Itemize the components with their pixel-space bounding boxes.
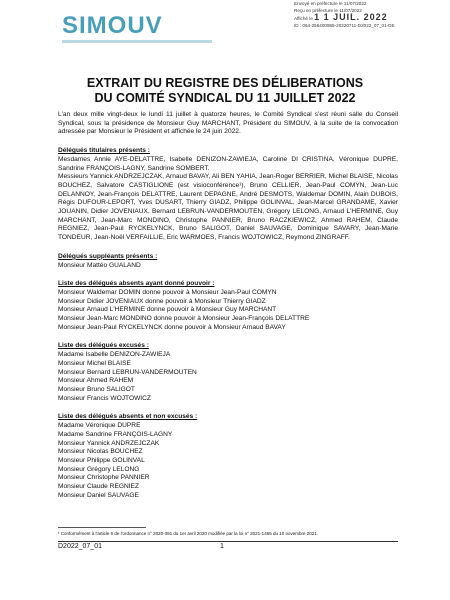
pouvoir-line: Monsieur Didier JOVENIAUX donne pouvoir à Monsieur Thierry GIADZ: [58, 297, 266, 305]
titulaires-heading: Délégués titulaires présents :: [58, 147, 150, 155]
excuse-line: Monsieur Bruno SALIGOT: [58, 385, 135, 393]
stamp-id: ID : 064-256400955-20220711-D2022_07_01-DE: [294, 23, 395, 28]
excuse-line: Madame Isabelle DENIZON-ZAWIEJA: [58, 351, 171, 359]
non-excuse-line: Madame Véronique DUPRE: [58, 422, 141, 430]
footnote: ¹ Conformément à l'article 6 de l'ordonnance n° 2020-391 du 1er avril 2020 modifiée par la loi n° 2021-1465 du 10 novembre 2021.: [58, 531, 318, 536]
stamp-received: Reçu en préfecture le 11/07/2022: [294, 8, 362, 13]
pouvoir-line: Monsieur Waldemar DOMIN donne pouvoir à Monsieur Jean-Paul COMYN: [58, 288, 277, 296]
non-excuse-line: Monsieur Daniel SAUVAGE: [58, 491, 139, 499]
spacer: [58, 332, 398, 338]
stamp-label: Affiché le: [294, 16, 313, 21]
intro-paragraph: L'an deux mille vingt-deux le lundi 11 juillet à quatorze heures, le Comité Syndical s'est réuni salle du Conseil Syndical, sous la présidence de Monsieur Guy MARCHANT, Président du SIMOUV, à la suite de la convocation adressée par Monsieur le Président et affichée le 24 juin 2022.: [58, 111, 398, 136]
prefecture-stamp: [294, 0, 444, 29]
pouvoir-heading: Liste des délégués absents ayant donné pouvoir :: [58, 280, 215, 288]
excuse-line: Monsieur Francis WOJTOWICZ: [58, 394, 151, 402]
spacer: [58, 243, 398, 249]
non-excuse-line: Monsieur Christophe PANNIER: [58, 474, 150, 482]
logo-underline: [62, 40, 212, 43]
non-excuse-line: Madame Sandrine FRANÇOIS-LAGNY: [58, 430, 173, 438]
messieurs-list: Messieurs Yannick ANDRZEJCZAK, Arnaud BAVAY, Ali BEN YAHIA, Jean-Roger BERRIER, Michel BLAISE, Nicolas BOUCHEZ, Salvatore CASTIGLIONE (est visioconférence¹), Bruno CELLIER, Jean-Paul COMYN, Jean-Luc DELANNOY, Jean-François DELATTRE, Laurent DEPAGNE, André DESMOTS, Waldemar DOMIN, Alain DUBOIS, Régis DUFOUR-LEPORT, Yves DUSART, Thierry GIADZ, Philippe GOLINVAL, Jean-Marcel GRANDAME, Xavier JOUANIN, Didier JOVENIAUX, Bernard LEBRUN-VANDERMOUTEN, Grégory LELONG, Arnaud L'HERMINE, Guy MARCHANT, Jean-Marc MONDINO, Christophe PANNIER, Bruno RACZKIEWICZ, Ahmed RAHEM, Claude REGNIEZ, Jean-Paul RYCKELYNCK, Bruno SALIGOT, Daniel SAUVAGE, Dominique SAVARY, Jean-Marie TONDEUR, Jean-Noël VERFAILLIE, Eric WARMOES, Francis WOJTOWICZ, Reymond ZINGRAFF.: [58, 173, 398, 242]
document-title-line2: DU COMITÉ SYNDICAL DU 11 JUILLET 2022: [94, 91, 356, 105]
stamp-posted: [294, 14, 444, 22]
document-reference: D2022_07_01: [58, 543, 102, 550]
spacer: [58, 137, 398, 143]
non-excuse-line: Monsieur Nicolas BOUCHEZ: [58, 448, 143, 456]
footer-rule: [58, 541, 398, 542]
non-excuse-line: Monsieur Grégory LELONG: [58, 465, 140, 473]
non-excuse-line: Monsieur Philippe GOLINVAL: [58, 456, 145, 464]
excuse-line: Monsieur Ahmed RAHEM: [58, 377, 134, 385]
excuses-heading: Liste des délégués excusés :: [58, 342, 149, 350]
excuse-line: Monsieur Michel BLAISE: [58, 359, 131, 367]
document-body: [58, 111, 398, 500]
stamp-date: 1 1 JUIL. 2022: [314, 12, 388, 22]
pouvoir-line: Monsieur Jean-Marc MONDINO donne pouvoir à Monsieur Jean-François DELATTRE: [58, 315, 310, 323]
non-excuse-line: Monsieur Yannick ANDRZEJCZAK: [58, 439, 160, 447]
non-excuses-heading: Liste des délégués absents et non excusés :: [58, 413, 198, 421]
pouvoir-line: Monsieur Arnaud L'HERMINE donne pouvoir à Monsieur Guy MARCHANT: [58, 306, 277, 314]
pouvoir-line: Monsieur Jean-Paul RYCKELYNCK donne pouvoir à Monsieur Arnaud BAVAY: [58, 323, 286, 331]
spacer: [58, 403, 398, 409]
document-title-line1: EXTRAIT DU REGISTRE DES DÉLIBERATIONS: [86, 76, 364, 90]
suppleant-name: Monsieur Mattéo GUALAND: [58, 261, 141, 269]
excuse-line: Monsieur Bernard LEBRUN-VANDERMOUTEN: [58, 368, 197, 376]
non-excuse-line: Monsieur Claude REGNIEZ: [58, 483, 139, 491]
footnote-rule: [58, 527, 146, 528]
suppleants-heading: Délégués suppléants présents :: [58, 252, 158, 260]
mesdames-list: Mesdames Annie AYE-DELATTRE, Isabelle DENIZON-ZAWIEJA, Caroline DI CRISTINA, Véronique DUPRE, Sandrine FRANÇOIS-LAGNY, Sandrine SOMBERT.: [58, 155, 398, 172]
page-number: 1: [220, 543, 224, 550]
spacer: [58, 270, 398, 276]
logo: SIMOUV: [62, 12, 163, 39]
stamp-sent: Envoyé en préfecture le 11/07/2022: [294, 1, 367, 6]
